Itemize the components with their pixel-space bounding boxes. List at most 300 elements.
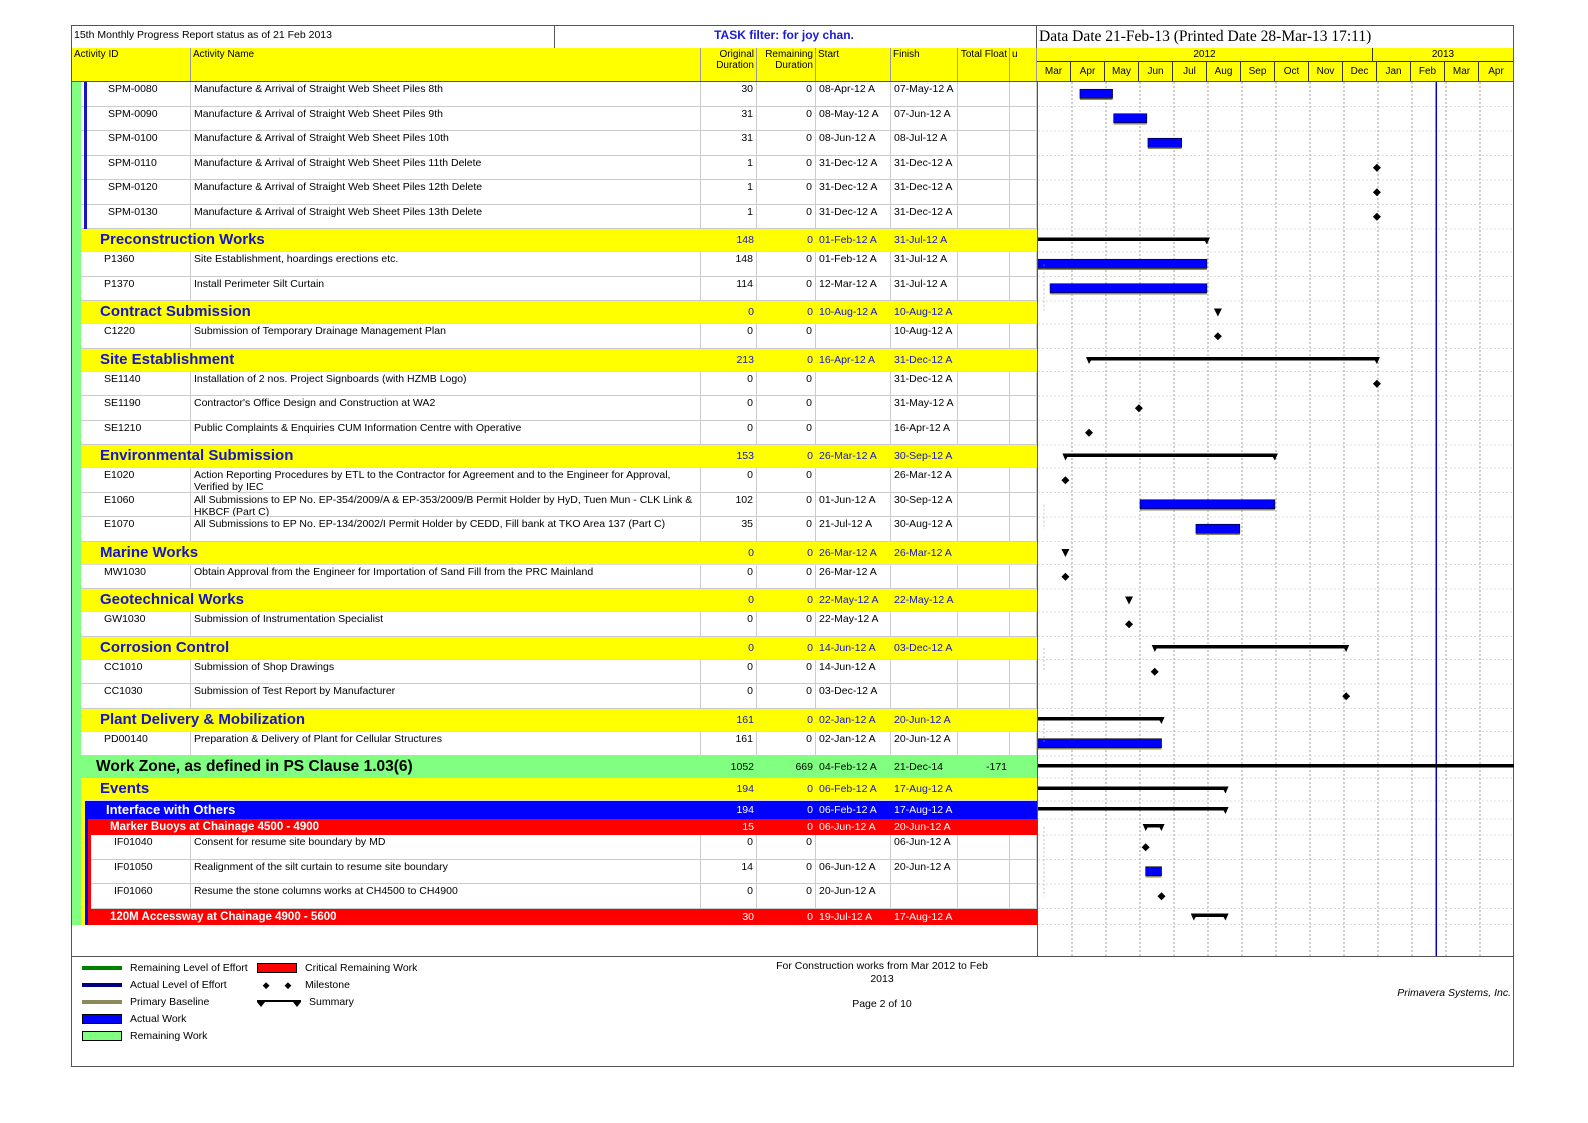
extra-cell (1010, 277, 1037, 301)
legend-item (82, 977, 227, 993)
legend-item (82, 960, 248, 976)
summary-milestone-marker (1214, 309, 1222, 317)
legend-swatch (82, 1031, 122, 1041)
activity-row[interactable] (72, 277, 1037, 302)
total-float (958, 229, 1010, 251)
summary-bar (1155, 645, 1346, 649)
finish-date: 10-Aug-12 A (894, 306, 953, 318)
activity-name: Consent for resume site boundary by MD (191, 835, 701, 859)
extra-cell (1010, 156, 1037, 180)
original-duration: 161 (736, 713, 754, 726)
remaining-duration: 0 (757, 517, 816, 541)
legend-item (82, 1011, 186, 1027)
start-date: 04-Feb-12 A (819, 761, 877, 773)
finish-date: 06-Jun-12 A (891, 835, 958, 859)
activity-id: IF01060 (96, 884, 191, 908)
remaining-duration: 0 (807, 353, 813, 366)
summary-bar (1194, 914, 1226, 918)
activity-id: SPM-0110 (86, 156, 191, 180)
milestone-marker (1342, 692, 1350, 700)
start-date: 21-Jul-12 A (816, 517, 891, 541)
start-date: 10-Aug-12 A (819, 306, 878, 318)
start-date: 26-Mar-12 A (819, 450, 877, 462)
milestone-legend-icon: ◆ ◆ (262, 980, 292, 991)
milestone-marker (1135, 404, 1143, 412)
legend-item (257, 960, 417, 976)
remaining-duration: 0 (757, 180, 816, 204)
start-date: 01-Feb-12 A (819, 234, 877, 246)
original-duration: 15 (742, 821, 754, 833)
wbs-group-row[interactable] (72, 229, 1037, 252)
extra-cell (1010, 860, 1037, 884)
activity-row[interactable] (72, 493, 1037, 518)
col-activity-name[interactable]: Activity Name (191, 48, 701, 81)
group-name: Interface with Others (106, 802, 236, 817)
finish-date (891, 565, 958, 589)
original-duration: 35 (701, 517, 757, 541)
wbs-group-row[interactable] (72, 709, 1037, 732)
extra-cell (1010, 107, 1037, 131)
summary-bar (1038, 787, 1226, 791)
remaining-duration: 0 (757, 156, 816, 180)
start-date: 08-Apr-12 A (816, 82, 891, 106)
total-float (958, 131, 1010, 155)
remaining-duration: 0 (807, 641, 813, 654)
extra-cell (1010, 252, 1037, 276)
activity-row[interactable] (72, 835, 1037, 860)
original-duration: 0 (701, 612, 757, 636)
total-float (958, 517, 1010, 541)
activity-row[interactable] (72, 884, 1037, 909)
remaining-duration: 0 (757, 107, 816, 131)
original-duration: 0 (701, 660, 757, 684)
legend-swatch (82, 1000, 122, 1004)
finish-date: 20-Jun-12 A (891, 860, 958, 884)
activity-name: Install Perimeter Silt Curtain (191, 277, 701, 301)
timeline-month: Jan (1377, 62, 1411, 81)
activity-name: Resume the stone columns works at CH4500 to CH4900 (191, 884, 701, 908)
legend-label: Summary (309, 996, 354, 1008)
report-status-title: 15th Monthly Progress Report status as of 21 Feb 2013 (73, 26, 555, 48)
activity-row[interactable] (72, 396, 1037, 421)
timeline-month: Mar (1445, 62, 1479, 81)
remaining-duration: 0 (757, 493, 816, 517)
total-float (958, 156, 1010, 180)
activity-name: Installation of 2 nos. Project Signboards (with HZMB Logo) (191, 372, 701, 396)
activity-name: Manufacture & Arrival of Straight Web Sheet Piles 8th (191, 82, 701, 106)
legend-label: Actual Level of Effort (130, 979, 227, 991)
remaining-duration: 0 (757, 860, 816, 884)
start-date: 01-Jun-12 A (816, 493, 891, 517)
total-float (958, 819, 1010, 835)
summary-bar (1038, 238, 1207, 242)
start-date (816, 468, 891, 492)
finish-date: 31-Jul-12 A (894, 234, 948, 246)
total-float (958, 801, 1010, 819)
remaining-duration: 0 (757, 684, 816, 708)
extra-cell (1010, 421, 1037, 445)
extra-cell (1010, 565, 1037, 589)
activity-id: SPM-0130 (86, 205, 191, 229)
tree-indent-bar (72, 82, 81, 925)
activity-row[interactable] (72, 468, 1037, 493)
original-duration: 0 (748, 594, 754, 606)
start-date: 02-Jan-12 A (816, 732, 891, 756)
original-duration: 114 (701, 277, 757, 301)
finish-date: 30-Sep-12 A (894, 450, 953, 462)
activity-id: SE1210 (86, 421, 191, 445)
extra-cell (1010, 180, 1037, 204)
timeline-month: Oct (1275, 62, 1309, 81)
activity-id: C1220 (86, 324, 191, 348)
legend-item (82, 1028, 207, 1044)
original-duration: 30 (701, 82, 757, 106)
milestone-marker (1373, 188, 1381, 196)
col-remaining-duration[interactable]: Remaining Duration (757, 48, 816, 81)
total-float (958, 205, 1010, 229)
wbs-group-row[interactable] (72, 445, 1037, 468)
legend-swatch (82, 966, 122, 970)
total-float (958, 778, 1010, 800)
activity-row[interactable] (72, 732, 1037, 757)
activity-row[interactable] (72, 660, 1037, 685)
original-duration: 148 (736, 234, 754, 246)
remaining-duration: 0 (757, 612, 816, 636)
finish-date: 30-Aug-12 A (891, 517, 958, 541)
start-date: 22-May-12 A (819, 594, 879, 606)
legend-label: Remaining Level of Effort (130, 962, 248, 974)
start-date: 26-Mar-12 A (819, 546, 877, 559)
work-zone-row[interactable] (72, 756, 1037, 778)
start-date: 31-Dec-12 A (816, 156, 891, 180)
activity-row[interactable] (72, 180, 1037, 205)
total-float (958, 180, 1010, 204)
finish-date: 31-Dec-12 A (894, 353, 953, 366)
milestone-marker (1142, 843, 1150, 851)
actual-work-bar (1196, 524, 1240, 533)
finish-date: 31-May-12 A (891, 396, 958, 420)
original-duration: 0 (701, 835, 757, 859)
total-float (958, 860, 1010, 884)
extra-cell (1010, 684, 1037, 708)
total-float: -171 (985, 761, 1007, 773)
group-name: Contract Submission (100, 303, 251, 320)
start-date (816, 372, 891, 396)
start-date: 03-Dec-12 A (816, 684, 891, 708)
timeline-month: Apr (1488, 66, 1504, 77)
milestone-marker (1158, 892, 1166, 900)
activity-id: SPM-0090 (86, 107, 191, 131)
group-name: Corrosion Control (100, 638, 230, 656)
activity-row[interactable] (72, 612, 1037, 637)
extra-cell (1010, 493, 1037, 517)
col-total-float[interactable]: Total Float (958, 48, 1010, 81)
tree-indent-bar (84, 82, 87, 229)
finish-date: 21-Dec-14 (894, 761, 944, 773)
column-header-row (72, 48, 1037, 82)
timeline-month: Nov (1309, 62, 1343, 81)
task-filter-label: TASK filter: for joy chan. (714, 28, 854, 42)
total-float (958, 612, 1010, 636)
total-float (958, 349, 1010, 371)
activity-row[interactable] (72, 131, 1037, 156)
original-duration: 0 (748, 306, 754, 318)
critical-group-row[interactable] (72, 819, 1037, 835)
original-duration: 0 (701, 468, 757, 492)
remaining-duration: 0 (757, 884, 816, 908)
finish-date (891, 884, 958, 908)
start-date: 31-Dec-12 A (816, 205, 891, 229)
finish-date: 17-Aug-12 A (894, 910, 953, 923)
finish-date: 20-Jun-12 A (891, 732, 958, 756)
remaining-duration: 0 (757, 82, 816, 106)
finish-date (891, 660, 958, 684)
activity-id: SPM-0120 (86, 180, 191, 204)
remaining-duration: 0 (757, 660, 816, 684)
activity-row[interactable] (72, 565, 1037, 590)
actual-work-bar (1050, 284, 1207, 293)
start-date: 22-May-12 A (816, 612, 891, 636)
activity-id: P1370 (86, 277, 191, 301)
activity-id: PD00140 (86, 732, 191, 756)
remaining-duration: 0 (757, 565, 816, 589)
finish-date: 07-May-12 A (891, 82, 958, 106)
summary-bar (1038, 764, 1514, 768)
actual-work-bar (1080, 89, 1113, 98)
remaining-duration: 0 (807, 546, 813, 559)
summary-bar (1038, 807, 1226, 811)
activity-row[interactable] (72, 517, 1037, 542)
group-name: Work Zone, as defined in PS Clause 1.03(6) (96, 758, 413, 775)
footer-note: For Construction works from Mar 2012 to Feb 2013 (776, 960, 988, 985)
critical-group-row[interactable] (72, 909, 1037, 925)
activity-id: IF01040 (96, 835, 191, 859)
finish-date: 16-Apr-12 A (891, 421, 958, 445)
total-float (958, 493, 1010, 517)
activity-name: Site Establishment, hoardings erections etc. (191, 252, 701, 276)
finish-date: 20-Jun-12 A (894, 821, 951, 833)
actual-work-bar (1148, 138, 1182, 147)
group-name: Geotechnical Works (100, 591, 244, 608)
total-float (958, 107, 1010, 131)
timeline-month: Feb (1411, 62, 1445, 81)
total-float (958, 709, 1010, 731)
activity-id: SPM-0080 (86, 82, 191, 106)
remaining-duration: 0 (807, 594, 813, 606)
finish-date: 31-Dec-12 A (891, 372, 958, 396)
report-header (72, 26, 1513, 49)
original-duration: 30 (742, 910, 754, 923)
activity-name: All Submissions to EP No. EP-354/2009/A & EP-353/2009/B Permit Holder by HyD, Tuen Mun - CLK Link & HKBCF (Part C) (191, 493, 701, 517)
extra-cell (1010, 131, 1037, 155)
original-duration: 0 (701, 884, 757, 908)
actual-work-bar (1114, 114, 1147, 123)
start-date: 31-Dec-12 A (816, 180, 891, 204)
milestone-marker (1373, 213, 1381, 221)
wbs-group-row[interactable] (72, 542, 1037, 565)
summary-bar (1065, 454, 1274, 458)
original-duration: 0 (701, 684, 757, 708)
activity-row[interactable] (72, 421, 1037, 446)
activity-name: Contractor's Office Design and Construction at WA2 (191, 396, 701, 420)
start-date: 12-Mar-12 A (816, 277, 891, 301)
data-date-label: Data Date 21-Feb-13 (Printed Date 28-Mar-13 17:11) (1036, 26, 1509, 48)
wbs-group-row[interactable] (72, 778, 1037, 801)
activity-row[interactable] (72, 82, 1037, 107)
extra-cell (1010, 517, 1037, 541)
remaining-duration: 0 (757, 835, 816, 859)
activity-row[interactable] (72, 860, 1037, 885)
finish-date: 17-Aug-12 A (894, 783, 953, 795)
activity-name: Submission of Instrumentation Specialist (191, 612, 701, 636)
timeline-month: Dec (1343, 62, 1377, 81)
page-number: Page 2 of 10 (852, 998, 912, 1010)
wbs-group-row[interactable] (72, 349, 1037, 372)
activity-name: Submission of Shop Drawings (191, 660, 701, 684)
finish-date: 31-Dec-12 A (891, 205, 958, 229)
total-float (958, 252, 1010, 276)
actual-work-bar (1140, 500, 1275, 509)
extra-cell (1010, 612, 1037, 636)
activity-row[interactable] (72, 324, 1037, 349)
group-name: 120M Accessway at Chainage 4900 - 5600 (110, 910, 337, 923)
activity-name: Manufacture & Arrival of Straight Web Sheet Piles 12th Delete (191, 180, 701, 204)
remaining-duration: 0 (807, 910, 813, 923)
activity-row[interactable] (72, 156, 1037, 181)
legend-swatch (257, 963, 297, 973)
remaining-duration: 0 (807, 306, 813, 318)
activity-name: Realignment of the silt curtain to resume site boundary (191, 860, 701, 884)
start-date: 08-Jun-12 A (816, 131, 891, 155)
activity-row[interactable] (72, 684, 1037, 709)
total-float (958, 396, 1010, 420)
extra-cell (1010, 372, 1037, 396)
col-activity-id[interactable]: Activity ID (72, 48, 191, 81)
original-duration: 213 (736, 353, 754, 366)
activity-row[interactable] (72, 372, 1037, 397)
start-date: 14-Jun-12 A (819, 641, 876, 654)
milestone-marker (1061, 476, 1069, 484)
activity-id: IF01050 (96, 860, 191, 884)
timeline-month: Apr (1071, 62, 1105, 81)
timeline-header (1037, 48, 1513, 82)
legend-swatch (82, 983, 122, 987)
milestone-marker (1214, 332, 1222, 340)
actual-work-bar (1038, 259, 1207, 268)
remaining-duration: 0 (757, 324, 816, 348)
extra-cell (1010, 396, 1037, 420)
remaining-duration: 0 (757, 396, 816, 420)
group-name: Preconstruction Works (100, 231, 265, 248)
activity-id: MW1030 (86, 565, 191, 589)
total-float (958, 589, 1010, 611)
start-date: 14-Jun-12 A (816, 660, 891, 684)
col-extra[interactable]: u (1010, 48, 1037, 81)
wbs-group-row[interactable] (72, 589, 1037, 612)
start-date (816, 835, 891, 859)
extra-cell (1010, 660, 1037, 684)
activity-row[interactable] (72, 205, 1037, 230)
finish-date: 10-Aug-12 A (891, 324, 958, 348)
original-duration: 0 (748, 546, 754, 559)
legend-item (257, 994, 354, 1010)
start-date: 06-Feb-12 A (819, 804, 877, 816)
remaining-duration: 0 (807, 804, 813, 816)
start-date: 20-Jun-12 A (816, 884, 891, 908)
col-original-duration[interactable]: Original Duration (701, 48, 757, 81)
original-duration: 148 (701, 252, 757, 276)
original-duration: 102 (701, 493, 757, 517)
finish-date: 08-Jul-12 A (891, 131, 958, 155)
start-date: 08-May-12 A (816, 107, 891, 131)
original-duration: 194 (736, 804, 754, 816)
start-date: 06-Jun-12 A (819, 821, 876, 833)
original-duration: 1 (701, 156, 757, 180)
remaining-duration: 0 (757, 252, 816, 276)
extra-cell (1010, 835, 1037, 859)
remaining-duration: 0 (807, 450, 813, 462)
legend-label: Critical Remaining Work (305, 962, 418, 974)
wbs-group-row[interactable] (72, 637, 1037, 660)
finish-date (891, 684, 958, 708)
vendor-label: Primavera Systems, Inc. (1397, 987, 1511, 999)
group-name: Plant Delivery & Mobilization (100, 710, 306, 728)
col-start[interactable]: Start (816, 48, 891, 81)
summary-legend-icon (257, 997, 301, 1007)
remaining-duration: 0 (757, 421, 816, 445)
legend-label: Primary Baseline (130, 996, 210, 1008)
remaining-duration: 669 (795, 761, 813, 773)
original-duration: 0 (701, 324, 757, 348)
activity-id: GW1030 (86, 612, 191, 636)
activity-name: Manufacture & Arrival of Straight Web Sheet Piles 13th Delete (191, 205, 701, 229)
remaining-duration: 0 (807, 234, 813, 246)
finish-date: 31-Dec-12 A (891, 156, 958, 180)
timeline-month: May (1105, 62, 1139, 81)
legend-label: Milestone (305, 979, 350, 991)
activity-row[interactable] (72, 252, 1037, 277)
timeline-month: Sep (1241, 62, 1275, 81)
original-duration: 161 (701, 732, 757, 756)
activity-id: CC1010 (86, 660, 191, 684)
gantt-chart (1037, 82, 1514, 957)
milestone-marker (1061, 573, 1069, 581)
interface-row[interactable] (72, 801, 1037, 819)
total-float (958, 909, 1010, 925)
total-float (958, 445, 1010, 467)
tree-indent-bar (88, 819, 91, 925)
activity-row[interactable] (72, 107, 1037, 132)
total-float (958, 277, 1010, 301)
remaining-duration: 0 (757, 468, 816, 492)
remaining-duration: 0 (807, 821, 813, 833)
col-finish[interactable]: Finish (891, 48, 958, 81)
total-float (958, 660, 1010, 684)
activity-id: SPM-0100 (86, 131, 191, 155)
wbs-group-row[interactable] (72, 301, 1037, 324)
timeline-month: Mar (1037, 62, 1071, 81)
start-date: 26-Mar-12 A (816, 565, 891, 589)
activity-name: Submission of Test Report by Manufacturer (191, 684, 701, 708)
total-float (958, 884, 1010, 908)
report-footer (72, 956, 1513, 1067)
remaining-duration: 0 (807, 783, 813, 795)
start-date: 06-Feb-12 A (819, 783, 877, 795)
total-float (958, 732, 1010, 756)
activity-id: E1070 (86, 517, 191, 541)
legend-item (82, 994, 209, 1010)
legend-label: Remaining Work (130, 1030, 208, 1042)
